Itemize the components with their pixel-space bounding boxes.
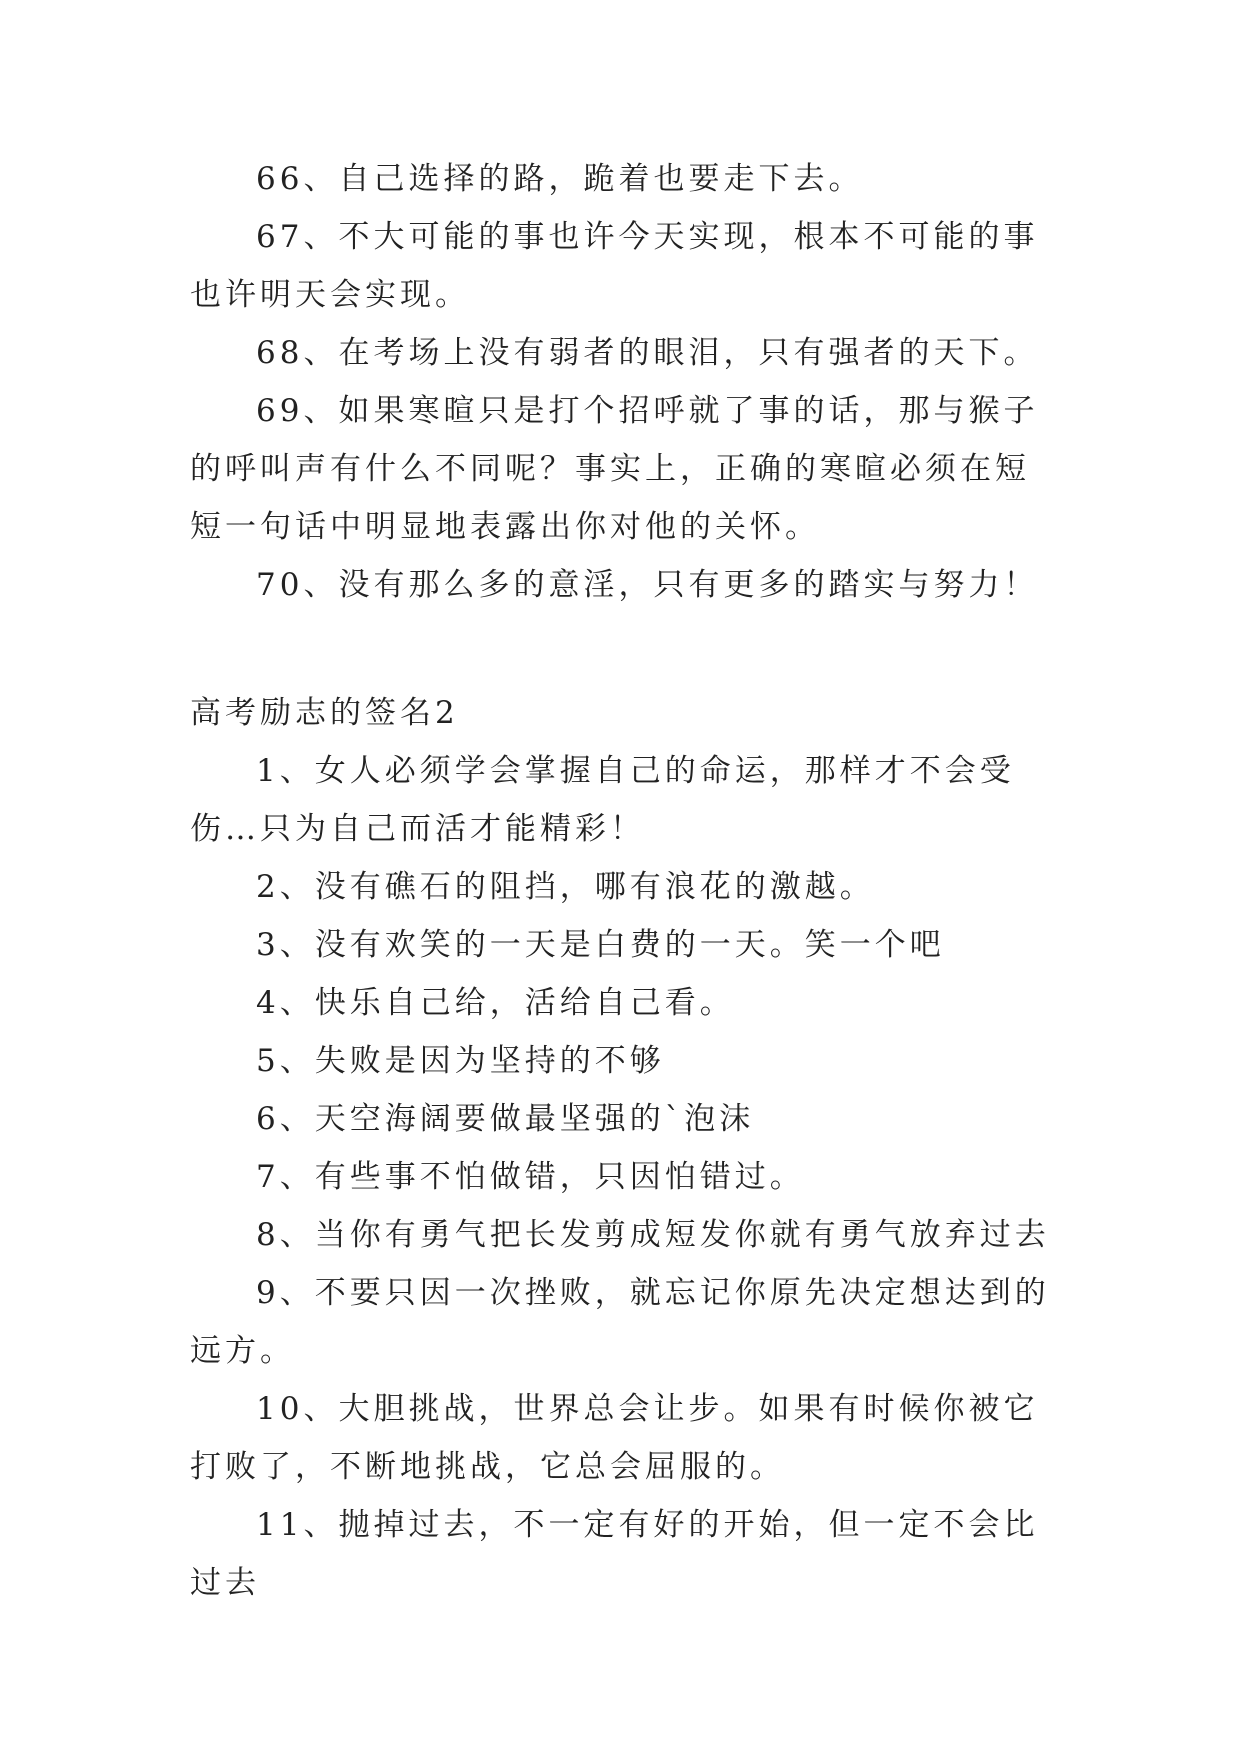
list-item: 6、天空海阔要做最坚强的`泡沫	[256, 1101, 755, 1137]
list-item: 67、不大可能的事也许今天实现，根本不可能的事也许明天会实现。	[190, 219, 1039, 313]
list-item: 10、大胆挑战，世界总会让步。如果有时候你被它打败了，不断地挑战，它总会屈服的。	[190, 1391, 1039, 1485]
list-item: 8、当你有勇气把长发剪成短发你就有勇气放弃过去	[256, 1217, 1050, 1253]
list-item: 66、自己选择的路，跪着也要走下去。	[256, 161, 864, 197]
list-item: 68、在考场上没有弱者的眼泪，只有强者的天下。	[256, 335, 1039, 371]
list-item: 9、不要只因一次挫败，就忘记你原先决定想达到的远方。	[190, 1275, 1050, 1369]
list-item: 3、没有欢笑的一天是白费的一天。笑一个吧	[256, 927, 945, 963]
list-item: 4、快乐自己给，活给自己看。	[256, 985, 735, 1021]
list-item: 7、有些事不怕做错，只因怕错过。	[256, 1159, 805, 1195]
list-item: 70、没有那么多的意淫，只有更多的踏实与努力！	[256, 567, 1039, 603]
list-item: 69、如果寒暄只是打个招呼就了事的话，那与猴子的呼叫声有什么不同呢？事实上，正确的寒暄必须在短短一句话中明显地表露出你对他的关怀。	[190, 393, 1039, 545]
list-item: 1、女人必须学会掌握自己的命运，那样才不会受伤…只为自己而活才能精彩！	[190, 753, 1015, 847]
section-heading: 高考励志的签名2	[190, 695, 459, 731]
document-body	[190, 150, 1050, 1612]
list-item: 11、抛掉过去，不一定有好的开始，但一定不会比过去	[190, 1507, 1039, 1601]
list-item: 2、没有礁石的阻挡，哪有浪花的激越。	[256, 869, 875, 905]
list-item: 5、失败是因为坚持的不够	[256, 1043, 665, 1079]
